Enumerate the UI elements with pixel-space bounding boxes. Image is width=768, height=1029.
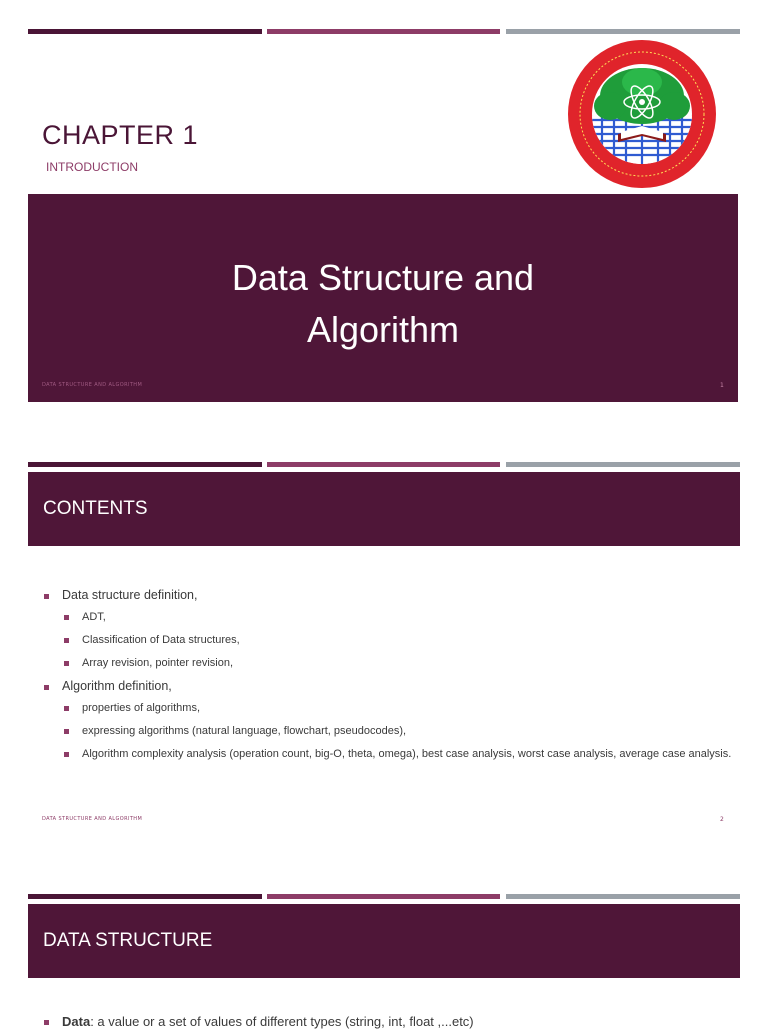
heading-band (28, 472, 740, 546)
slide-1 (0, 0, 768, 410)
chapter-title: CHAPTER 1 (42, 120, 199, 150)
bullet-item: Algorithm definition, (42, 679, 732, 693)
term-bold: Data (62, 1014, 91, 1029)
bullet-item: Array revision, pointer revision, (42, 656, 732, 671)
slide-title-line-1: Data Structure and (231, 257, 535, 298)
bar-grey (506, 462, 740, 467)
chapter-subtitle: INTRODUCTION (46, 160, 138, 174)
bullet-marker-icon (64, 729, 69, 734)
bullet-item (42, 1014, 762, 1029)
slide-footer: DATA STRUCTURE AND ALGORITHM (42, 382, 143, 388)
bar-magenta (267, 462, 500, 467)
term-definition: : a value or a set of values of different types (string, int, float ,...etc) (90, 1014, 474, 1029)
bullet-marker-icon (64, 638, 69, 643)
slide-heading: CONTENTS (43, 498, 148, 519)
bullet-item: properties of algorithms, (42, 701, 732, 716)
bullet-marker-icon (64, 752, 69, 757)
bullet-marker-icon (64, 615, 69, 620)
bar-grey (506, 894, 740, 899)
bullet-item: Classification of Data structures, (42, 633, 732, 648)
page-number: 1 (720, 382, 724, 389)
bar-dark (28, 462, 262, 467)
title-box (28, 194, 738, 402)
slide-heading: DATA STRUCTURE (43, 930, 213, 951)
bullet-marker-icon (44, 1020, 49, 1025)
slide-title (28, 252, 738, 356)
heading-band (28, 904, 740, 978)
decorative-bars (28, 462, 740, 467)
bar-dark (28, 29, 262, 34)
university-logo-icon (566, 38, 718, 190)
bullet-item: Data structure definition, (42, 588, 732, 602)
bar-magenta (267, 29, 500, 34)
bar-grey (506, 29, 740, 34)
slide-title-line-2: Algorithm (306, 309, 460, 350)
bullet-list (42, 588, 732, 770)
bullet-item: Algorithm complexity analysis (operation count, big-O, theta, omega), best case analysis, worst case analysis, average case analysis. (42, 747, 732, 762)
page-number: 2 (720, 816, 724, 823)
bar-dark (28, 894, 262, 899)
bullet-marker-icon (44, 685, 49, 690)
bullet-item: ADT, (42, 610, 732, 625)
bullet-marker-icon (64, 706, 69, 711)
bullet-marker-icon (44, 594, 49, 599)
bar-magenta (267, 894, 500, 899)
bullet-item: expressing algorithms (natural language, flowchart, pseudocodes), (42, 724, 732, 739)
bullet-marker-icon (64, 661, 69, 666)
decorative-bars (28, 29, 740, 34)
slide-footer: DATA STRUCTURE AND ALGORITHM (42, 816, 143, 822)
decorative-bars (28, 894, 740, 899)
